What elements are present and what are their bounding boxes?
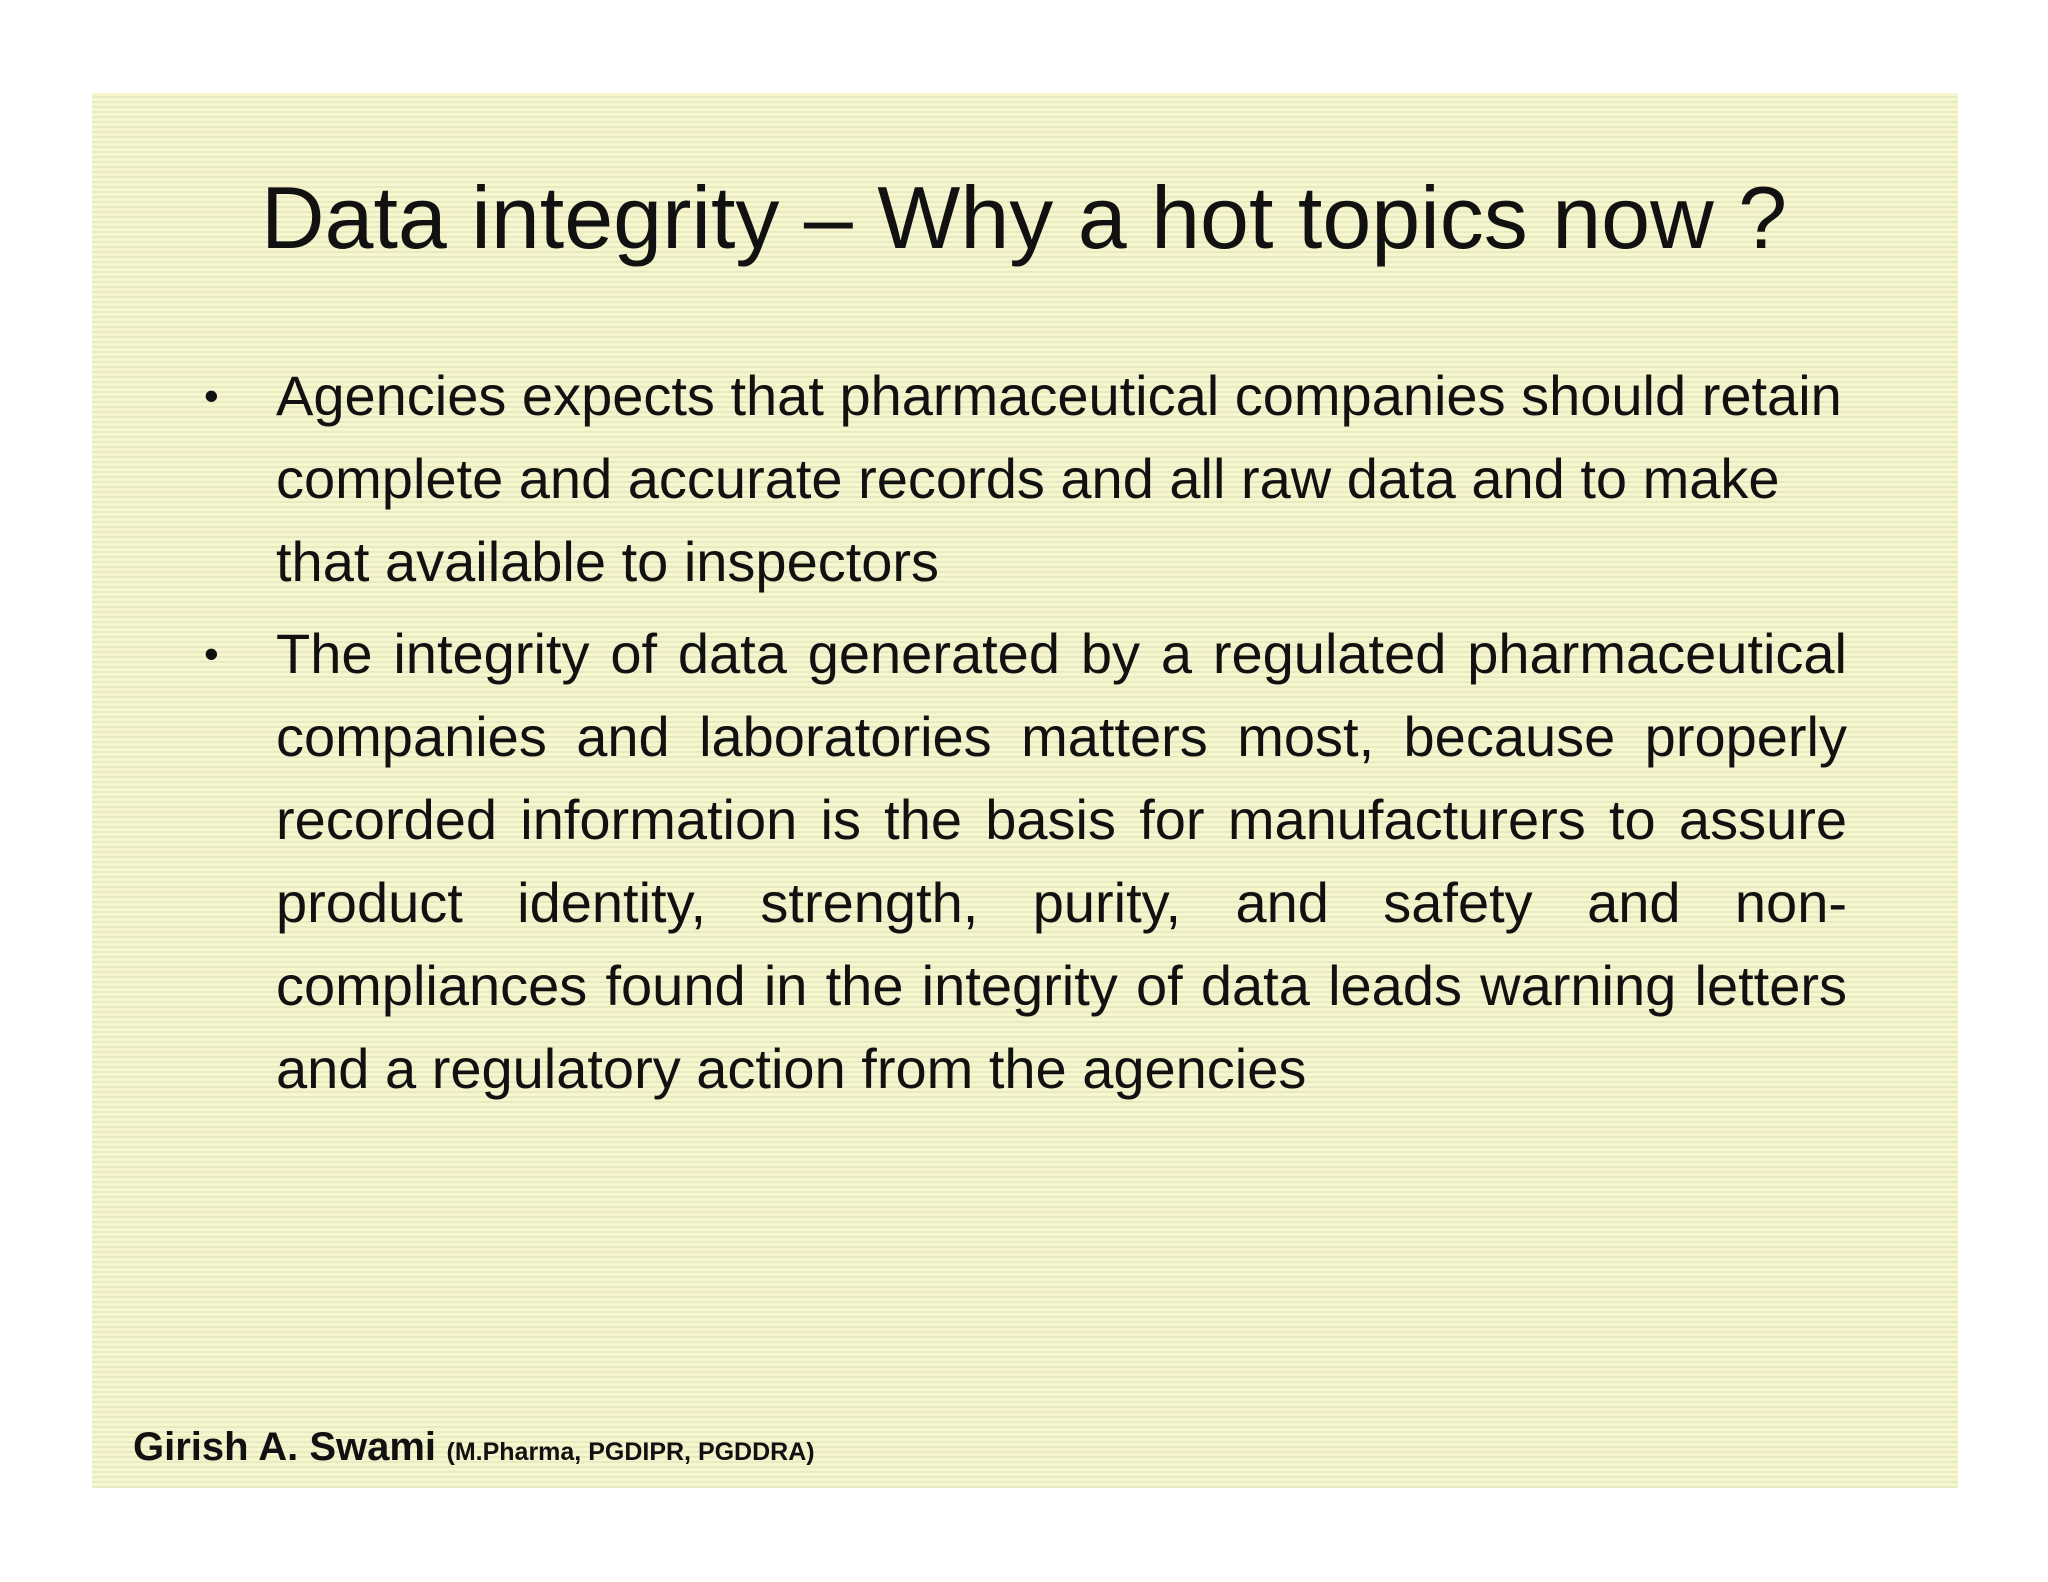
- bullet-item-integrity: [204, 612, 1847, 1110]
- slide-title: Data integrity – Why a hot topics now ?: [260, 168, 1788, 267]
- bullet-marker: •: [204, 372, 219, 419]
- bullet-text: Agencies expects that pharmaceutical companies should retain complete and accurate records and all raw data and to make that available to inspectors: [276, 364, 1842, 593]
- bullet-item-agencies: [204, 354, 1847, 603]
- author-footer: [133, 1425, 815, 1470]
- author-credentials: (M.Pharma, PGDIPR, PGDDRA): [446, 1438, 815, 1466]
- bullet-text: The integrity of data generated by a regulated pharmaceutical companies and laboratories matters most, because properly recorded information is the basis for manufacturers to assure product identity, strength, purity, and safety and non-compliances found in the integrity of data leads warning letters and a regulatory action from the agencies: [276, 622, 1847, 1100]
- author-name: Girish A. Swami: [133, 1425, 437, 1469]
- bullet-marker: •: [204, 630, 219, 677]
